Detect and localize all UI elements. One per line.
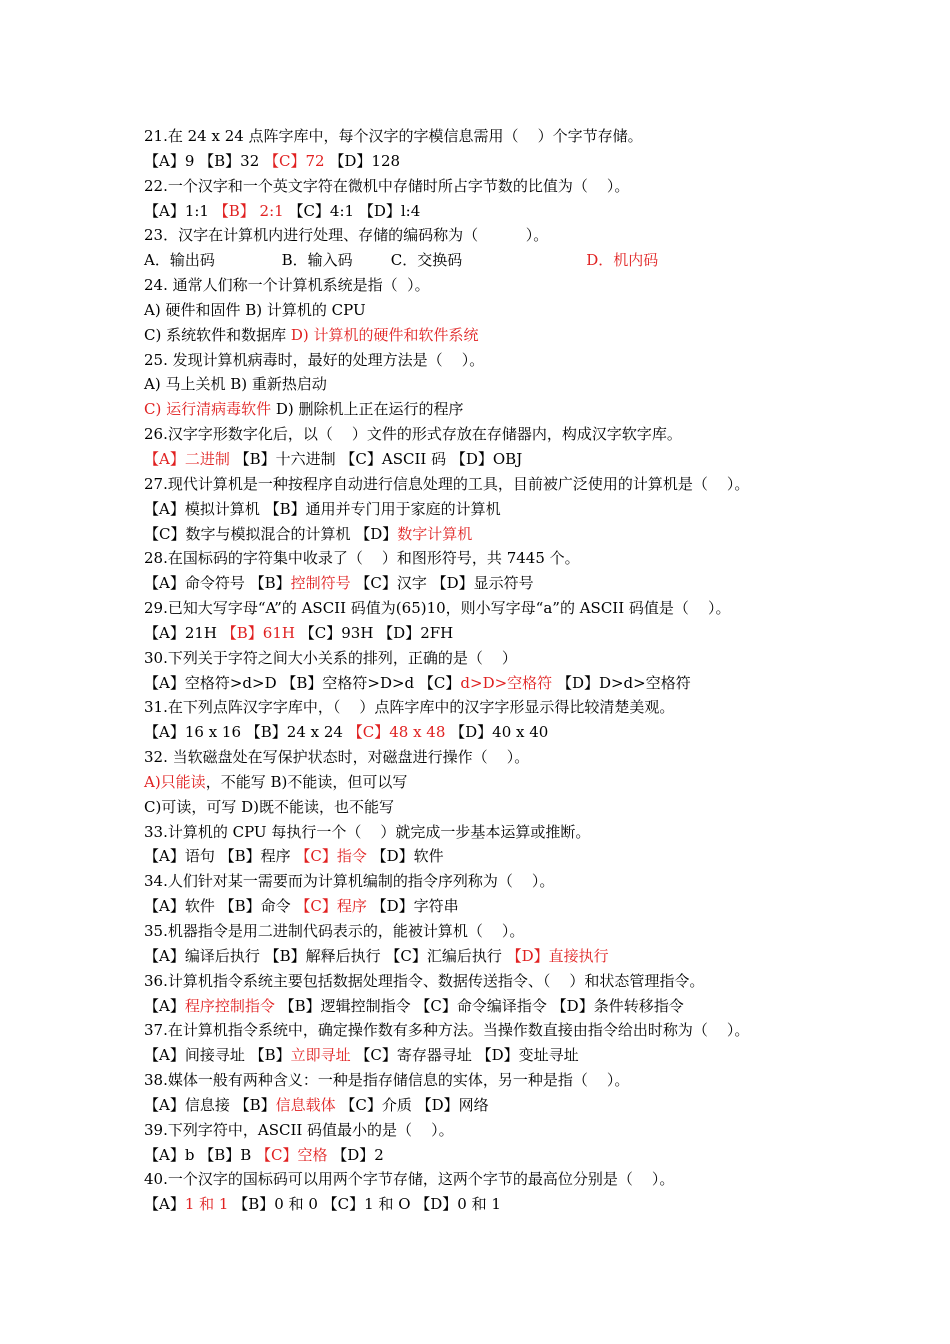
text-segment: 【A】 bbox=[144, 1195, 185, 1214]
text-line bbox=[144, 894, 844, 919]
text-segment: 【D】128 bbox=[324, 151, 401, 170]
text-line bbox=[144, 397, 844, 422]
text-segment: 【C】93H 【D】2FH bbox=[294, 623, 454, 642]
text-segment: 32. 当软磁盘处在写保护状态时，对磁盘进行操作（ ）。 bbox=[144, 748, 530, 767]
text-segment: 36.计算机指令系统主要包括数据处理指令、数据传送指令、（ ）和状态管理指令。 bbox=[144, 971, 705, 990]
text-line bbox=[144, 348, 844, 373]
answer-highlight: A)只能读 bbox=[144, 772, 206, 791]
text-line bbox=[144, 994, 844, 1019]
answer-highlight: d>D>空格符 bbox=[460, 673, 553, 692]
answer-highlight: 数字计算机 bbox=[397, 524, 473, 543]
text-segment: 35.机器指令是用二进制代码表示的，能被计算机（ ）。 bbox=[144, 922, 525, 940]
text-segment: ，不能写 B)不能读，但可以写 bbox=[205, 772, 408, 791]
text-line bbox=[144, 919, 844, 944]
text-line bbox=[144, 944, 844, 969]
text-line bbox=[144, 1043, 844, 1068]
answer-highlight: C) 运行清病毒软件 bbox=[144, 400, 272, 419]
answer-highlight: 【C】程序 bbox=[295, 897, 367, 916]
text-line bbox=[144, 174, 844, 199]
text-line bbox=[144, 248, 844, 273]
text-segment: 27.现代计算机是一种按程序自动进行信息处理的工具，目前被广泛使用的计算机是（ ）。 bbox=[144, 474, 750, 493]
text-line bbox=[144, 820, 844, 845]
text-line bbox=[144, 447, 844, 472]
text-line bbox=[144, 671, 844, 696]
text-segment: 25. 发现计算机病毒时，最好的处理方法是（ ）。 bbox=[144, 350, 485, 369]
text-segment: 33.计算机的 CPU 每执行一个（ ）就完成一步基本运算或推断。 bbox=[144, 822, 591, 841]
text-line bbox=[144, 1068, 844, 1093]
text-segment: C)可读，可写 D)既不能读，也不能写 bbox=[144, 797, 394, 816]
text-line bbox=[144, 1192, 844, 1217]
answer-highlight: 信息载体 bbox=[275, 1095, 336, 1114]
text-segment: 【B】0 和 0 【C】1 和 O 【D】0 和 1 bbox=[228, 1195, 501, 1214]
answer-highlight: 【C】48 x 48 bbox=[347, 723, 446, 742]
text-segment: 【A】命令符号 【B】 bbox=[144, 574, 291, 593]
text-line bbox=[144, 844, 844, 869]
text-line bbox=[144, 770, 844, 795]
text-segment: 39.下列字符中，ASCII 码值最小的是（ ）。 bbox=[144, 1120, 454, 1139]
answer-highlight: 【B】61H bbox=[221, 623, 295, 642]
text-line bbox=[144, 646, 844, 671]
text-line bbox=[144, 869, 844, 894]
text-segment: 【A】16 x 16 【B】24 x 24 bbox=[144, 723, 348, 742]
text-line bbox=[144, 472, 844, 497]
text-line bbox=[144, 720, 844, 745]
text-line bbox=[144, 199, 844, 224]
text-segment: C) 系统软件和数据库 bbox=[144, 325, 291, 344]
text-segment: 【C】介质 【D】网络 bbox=[335, 1095, 489, 1114]
answer-highlight: 【C】指令 bbox=[295, 847, 367, 866]
question-document bbox=[144, 124, 844, 1217]
text-line bbox=[144, 1118, 844, 1143]
answer-highlight: 【C】空格 bbox=[256, 1145, 328, 1164]
answer-highlight: 【A】二进制 bbox=[144, 449, 230, 468]
text-segment: 23．汉字在计算机内进行处理、存储的编码称为（ ）。 bbox=[144, 226, 549, 245]
text-line bbox=[144, 695, 844, 720]
text-segment: 【A】编译后执行 【B】解释后执行 【C】汇编后执行 bbox=[144, 946, 507, 965]
text-segment: A) 马上关机 B) 重新热启动 bbox=[144, 375, 327, 394]
text-segment: 38.媒体一般有两种含义：一种是指存储信息的实体，另一种是指（ ）。 bbox=[144, 1071, 630, 1090]
text-segment: 【C】汉字 【D】显示符号 bbox=[350, 574, 534, 593]
text-segment: 【A】21H bbox=[144, 623, 222, 642]
answer-highlight: 【D】直接执行 bbox=[506, 946, 609, 965]
text-segment: 29.已知大写字母“A”的 ASCII 码值为(65)10，则小写字母“a”的 ASCII 码值是（ ）。 bbox=[144, 599, 731, 618]
text-line bbox=[144, 546, 844, 571]
text-segment: 24. 通常人们称一个计算机系统是指（ ）。 bbox=[144, 276, 430, 295]
answer-highlight: 【C】72 bbox=[264, 151, 325, 170]
text-segment: A) 硬件和固件 B) 计算机的 CPU bbox=[144, 300, 366, 319]
answer-highlight: 立即寻址 bbox=[290, 1046, 351, 1065]
answer-highlight: D．机内码 bbox=[586, 251, 659, 270]
text-segment: 【A】信息接 【B】 bbox=[144, 1095, 276, 1114]
text-segment: 【A】b 【B】B bbox=[144, 1145, 257, 1164]
text-segment: 37.在计算机指令系统中，确定操作数有多种方法。当操作数直接由指令给出时称为（ ）。 bbox=[144, 1021, 750, 1040]
text-segment: 【D】40 x 40 bbox=[445, 723, 549, 742]
text-line bbox=[144, 745, 844, 770]
text-segment: 30.下列关于字符之间大小关系的排列，正确的是（ ） bbox=[144, 648, 517, 667]
answer-highlight: 程序控制指令 bbox=[184, 996, 275, 1015]
text-line bbox=[144, 298, 844, 323]
text-segment: 【A】模拟计算机 【B】通用并专门用于家庭的计算机 bbox=[144, 499, 501, 518]
text-segment: 【B】逻辑控制指令 【C】命令编译指令 【D】条件转移指令 bbox=[274, 996, 684, 1015]
text-segment: 28.在国标码的字符集中收录了（ ）和图形符号，共 7445 个。 bbox=[144, 549, 580, 568]
answer-highlight: 1 和 1 bbox=[184, 1195, 229, 1214]
text-segment: 【A】空格符>d>D 【B】空格符>D>d 【C】 bbox=[144, 673, 461, 692]
text-line bbox=[144, 1143, 844, 1168]
text-segment: 【D】字符串 bbox=[366, 897, 459, 916]
text-line bbox=[144, 795, 844, 820]
text-line bbox=[144, 323, 844, 348]
text-segment: 40.一个汉字的国标码可以用两个字节存储，这两个字节的最高位分别是（ ）。 bbox=[144, 1170, 675, 1189]
text-line bbox=[144, 1093, 844, 1118]
text-segment: 【A】软件 【B】命令 bbox=[144, 897, 296, 916]
text-segment: 34.人们针对某一需要而为计算机编制的指令序列称为（ ）。 bbox=[144, 872, 555, 891]
text-line bbox=[144, 969, 844, 994]
answer-highlight: D) 计算机的硬件和软件系统 bbox=[290, 325, 479, 344]
answer-highlight: 控制符号 bbox=[290, 574, 351, 593]
text-segment: D) 删除机上正在运行的程序 bbox=[271, 400, 464, 419]
text-segment: 【D】D>d>空格符 bbox=[552, 673, 691, 692]
text-segment: 【A】语句 【B】程序 bbox=[144, 847, 296, 866]
text-segment: 【D】软件 bbox=[366, 847, 444, 866]
text-segment: 【C】数字与模拟混合的计算机 【D】 bbox=[144, 524, 398, 543]
text-segment: 21.在 24 x 24 点阵字库中，每个汉字的字模信息需用（ ）个字节存储。 bbox=[144, 127, 643, 145]
text-line bbox=[144, 596, 844, 621]
text-segment: 31.在下列点阵汉字字库中，（ ）点阵字库中的汉字字形显示得比较清楚美观。 bbox=[144, 698, 675, 717]
text-line bbox=[144, 273, 844, 298]
text-line bbox=[144, 621, 844, 646]
text-line bbox=[144, 223, 844, 248]
text-line bbox=[144, 422, 844, 447]
answer-highlight: 【B】 2:1 bbox=[213, 201, 284, 220]
text-segment: A．输出码 B．输入码 C．交换码 bbox=[144, 251, 587, 270]
text-line bbox=[144, 497, 844, 522]
text-segment: 【A】9 【B】32 bbox=[144, 151, 265, 170]
text-segment: 【A】间接寻址 【B】 bbox=[144, 1046, 291, 1065]
text-segment: 【A】1:1 bbox=[144, 201, 214, 220]
text-line bbox=[144, 522, 844, 547]
text-line bbox=[144, 372, 844, 397]
text-segment: 【C】寄存器寻址 【D】变址寻址 bbox=[350, 1046, 579, 1065]
text-line bbox=[144, 571, 844, 596]
text-line bbox=[144, 1167, 844, 1192]
text-segment: 22.一个汉字和一个英文字符在微机中存储时所占字节数的比值为（ ）。 bbox=[144, 176, 630, 195]
text-segment: 【C】4:1 【D】l:4 bbox=[283, 201, 421, 220]
text-segment: 【D】2 bbox=[327, 1145, 384, 1164]
text-segment: 【A】 bbox=[144, 996, 185, 1015]
text-line bbox=[144, 149, 844, 174]
text-line bbox=[144, 124, 844, 149]
text-segment: 26.汉字字形数字化后，以（ ）文件的形式存放在存储器内，构成汉字软字库。 bbox=[144, 425, 682, 444]
text-line bbox=[144, 1018, 844, 1043]
text-segment: 【B】十六进制 【C】ASCII 码 【D】OBJ bbox=[229, 449, 523, 468]
